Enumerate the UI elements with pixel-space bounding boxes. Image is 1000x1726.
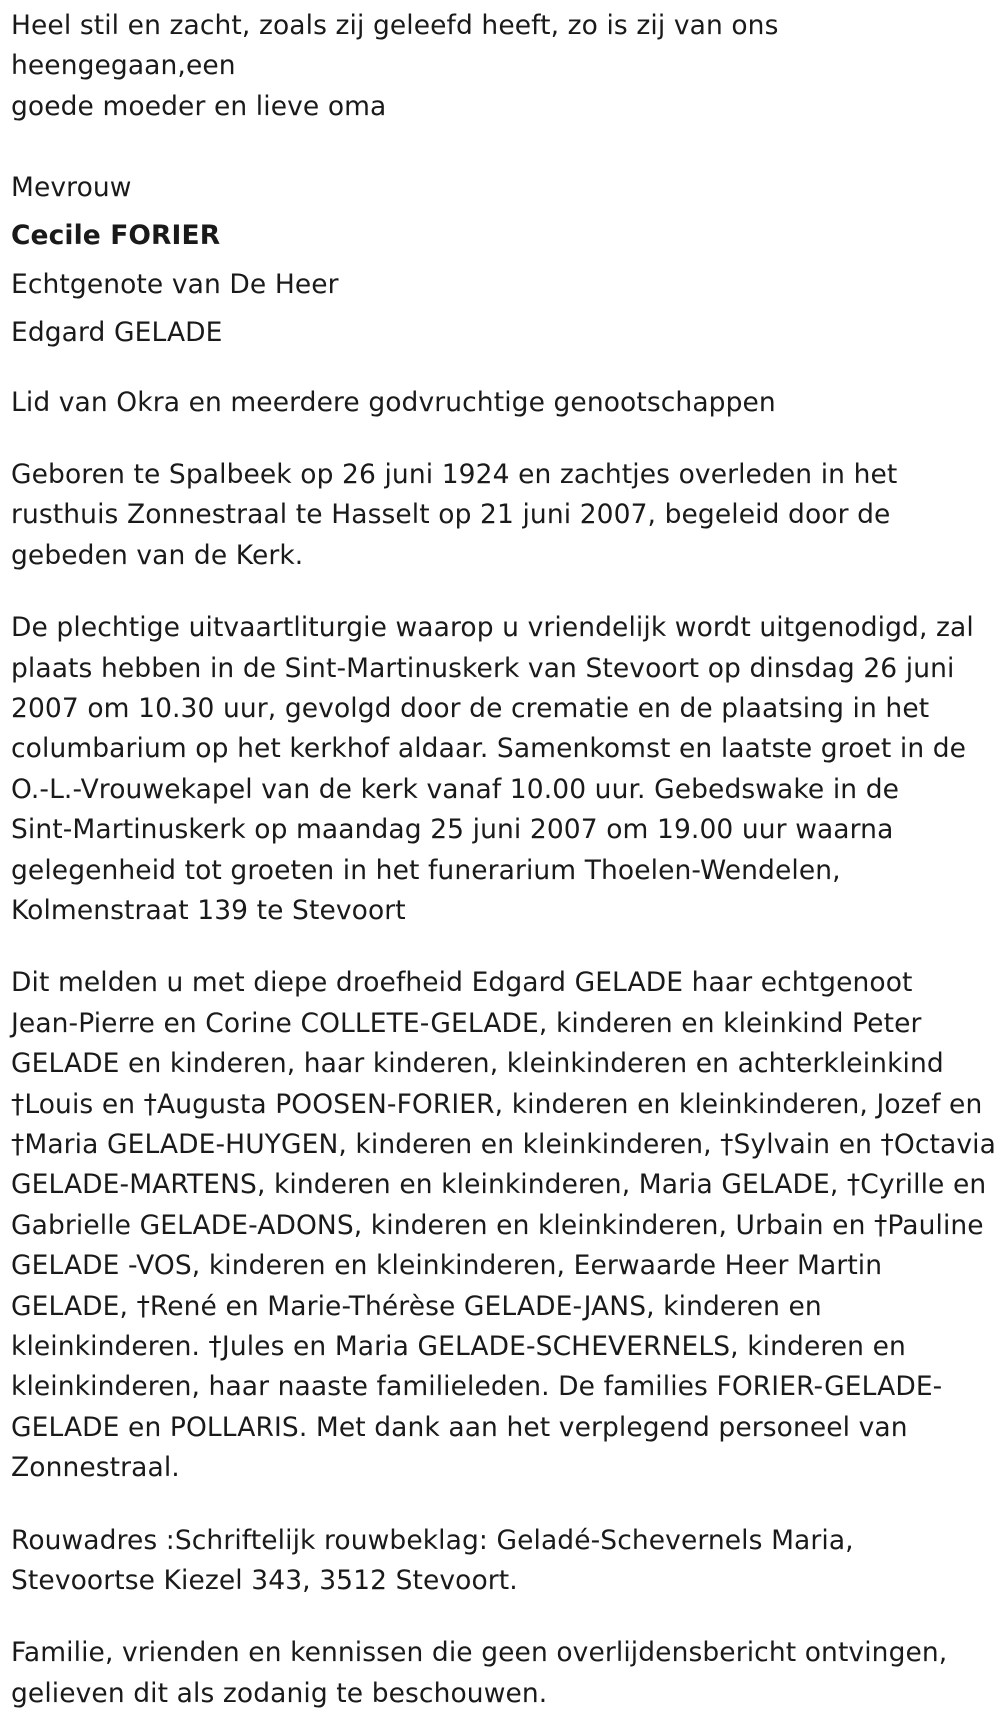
spacer <box>11 931 996 963</box>
spouse-name: Edgard GELADE <box>11 317 223 349</box>
obituary-document <box>11 6 996 1714</box>
spacer <box>11 423 996 455</box>
spacer <box>11 358 996 383</box>
spacer <box>11 1489 996 1521</box>
birth-death-text: Geboren te Spalbeek op 26 juni 1924 en zachtjes overleden in het rusthuis Zonnestraal te Hasselt op 21 juni 2007, begeleid door de gebeden van de Kerk. <box>11 458 898 571</box>
address-text: Rouwadres :Schriftelijk rouwbeklag: Geladé-Schevernels Maria, Stevoortse Kiezel 343, 3512 Stevoort. <box>11 1524 854 1597</box>
deceased-block <box>11 168 996 358</box>
salutation: Mevrouw <box>11 171 132 203</box>
closing-text: Familie, vrienden en kennissen die geen overlijdensbericht ontvingen, gelieven dit als zodanig te beschouwen. <box>11 1637 948 1709</box>
membership-text: Lid van Okra en meerdere godvruchtige genootschappen <box>11 386 776 418</box>
spouse-label: Echtgenote van De Heer <box>11 268 339 300</box>
family-text: Dit melden u met diepe droefheid Edgard GELADE haar echtgenoot Jean-Pierre en Corine COLLETE-GELADE, kinderen en kleinkind Peter GELADE en kinderen, haar kinderen, kleinkinderen en achterkleinkind †Louis en †Augusta POOSEN-FORIER, kinderen en kleinkinderen, Jozef en †Maria GELADE-HUYGEN, kinderen en kleinkinderen, †Sylvain en †Octavia GELADE-MARTENS, kinderen en kleinkinderen, Maria GELADE, †Cyrille en Gabrielle GELADE-ADONS, kinderen en kleinkinderen, Urbain en †Pauline GELADE -VOS, kinderen en kleinkinderen, Eerwaarde Heer Martin GELADE, †René en Marie-Thérèse GELADE-JANS, kinderen en kleinkinderen. †Jules en Maria GELADE-SCHEVERNELS, kinderen en kleinkinderen, haar naaste familieleden. De families FORIER-GELADE- GELADE en POLLARIS. Met dank aan het verplegend personeel van Zonnestraal. <box>11 967 996 1484</box>
spacer <box>11 576 996 608</box>
intro-text: Heel stil en zacht, zoals zij geleefd heeft, zo is zij van ons heengegaan,een goede moeder en lieve oma <box>11 10 779 122</box>
spacer <box>11 1601 996 1633</box>
funeral-text: De plechtige uitvaartliturgie waarop u vriendelijk wordt uitgenodigd, zal plaats hebben in de Sint-Martinuskerk van Stevoort op dinsdag 26 juni 2007 om 10.30 uur, gevolgd door de crematie en de plaatsing in het columbarium op het kerkhof aldaar. Samenkomst en laatste groet in de O.-L.-Vrouwekapel van de kerk vanaf 10.00 uur. Gebedswake in de Sint-Martinuskerk op maandag 25 juni 2007 om 19.00 uur waarna gelegenheid tot groeten in het funerarium Thoelen-Wendelen, Kolmenstraat 139 te Stevoort <box>11 612 974 926</box>
deceased-name: Cecile FORIER <box>11 220 221 252</box>
spacer <box>11 127 996 167</box>
